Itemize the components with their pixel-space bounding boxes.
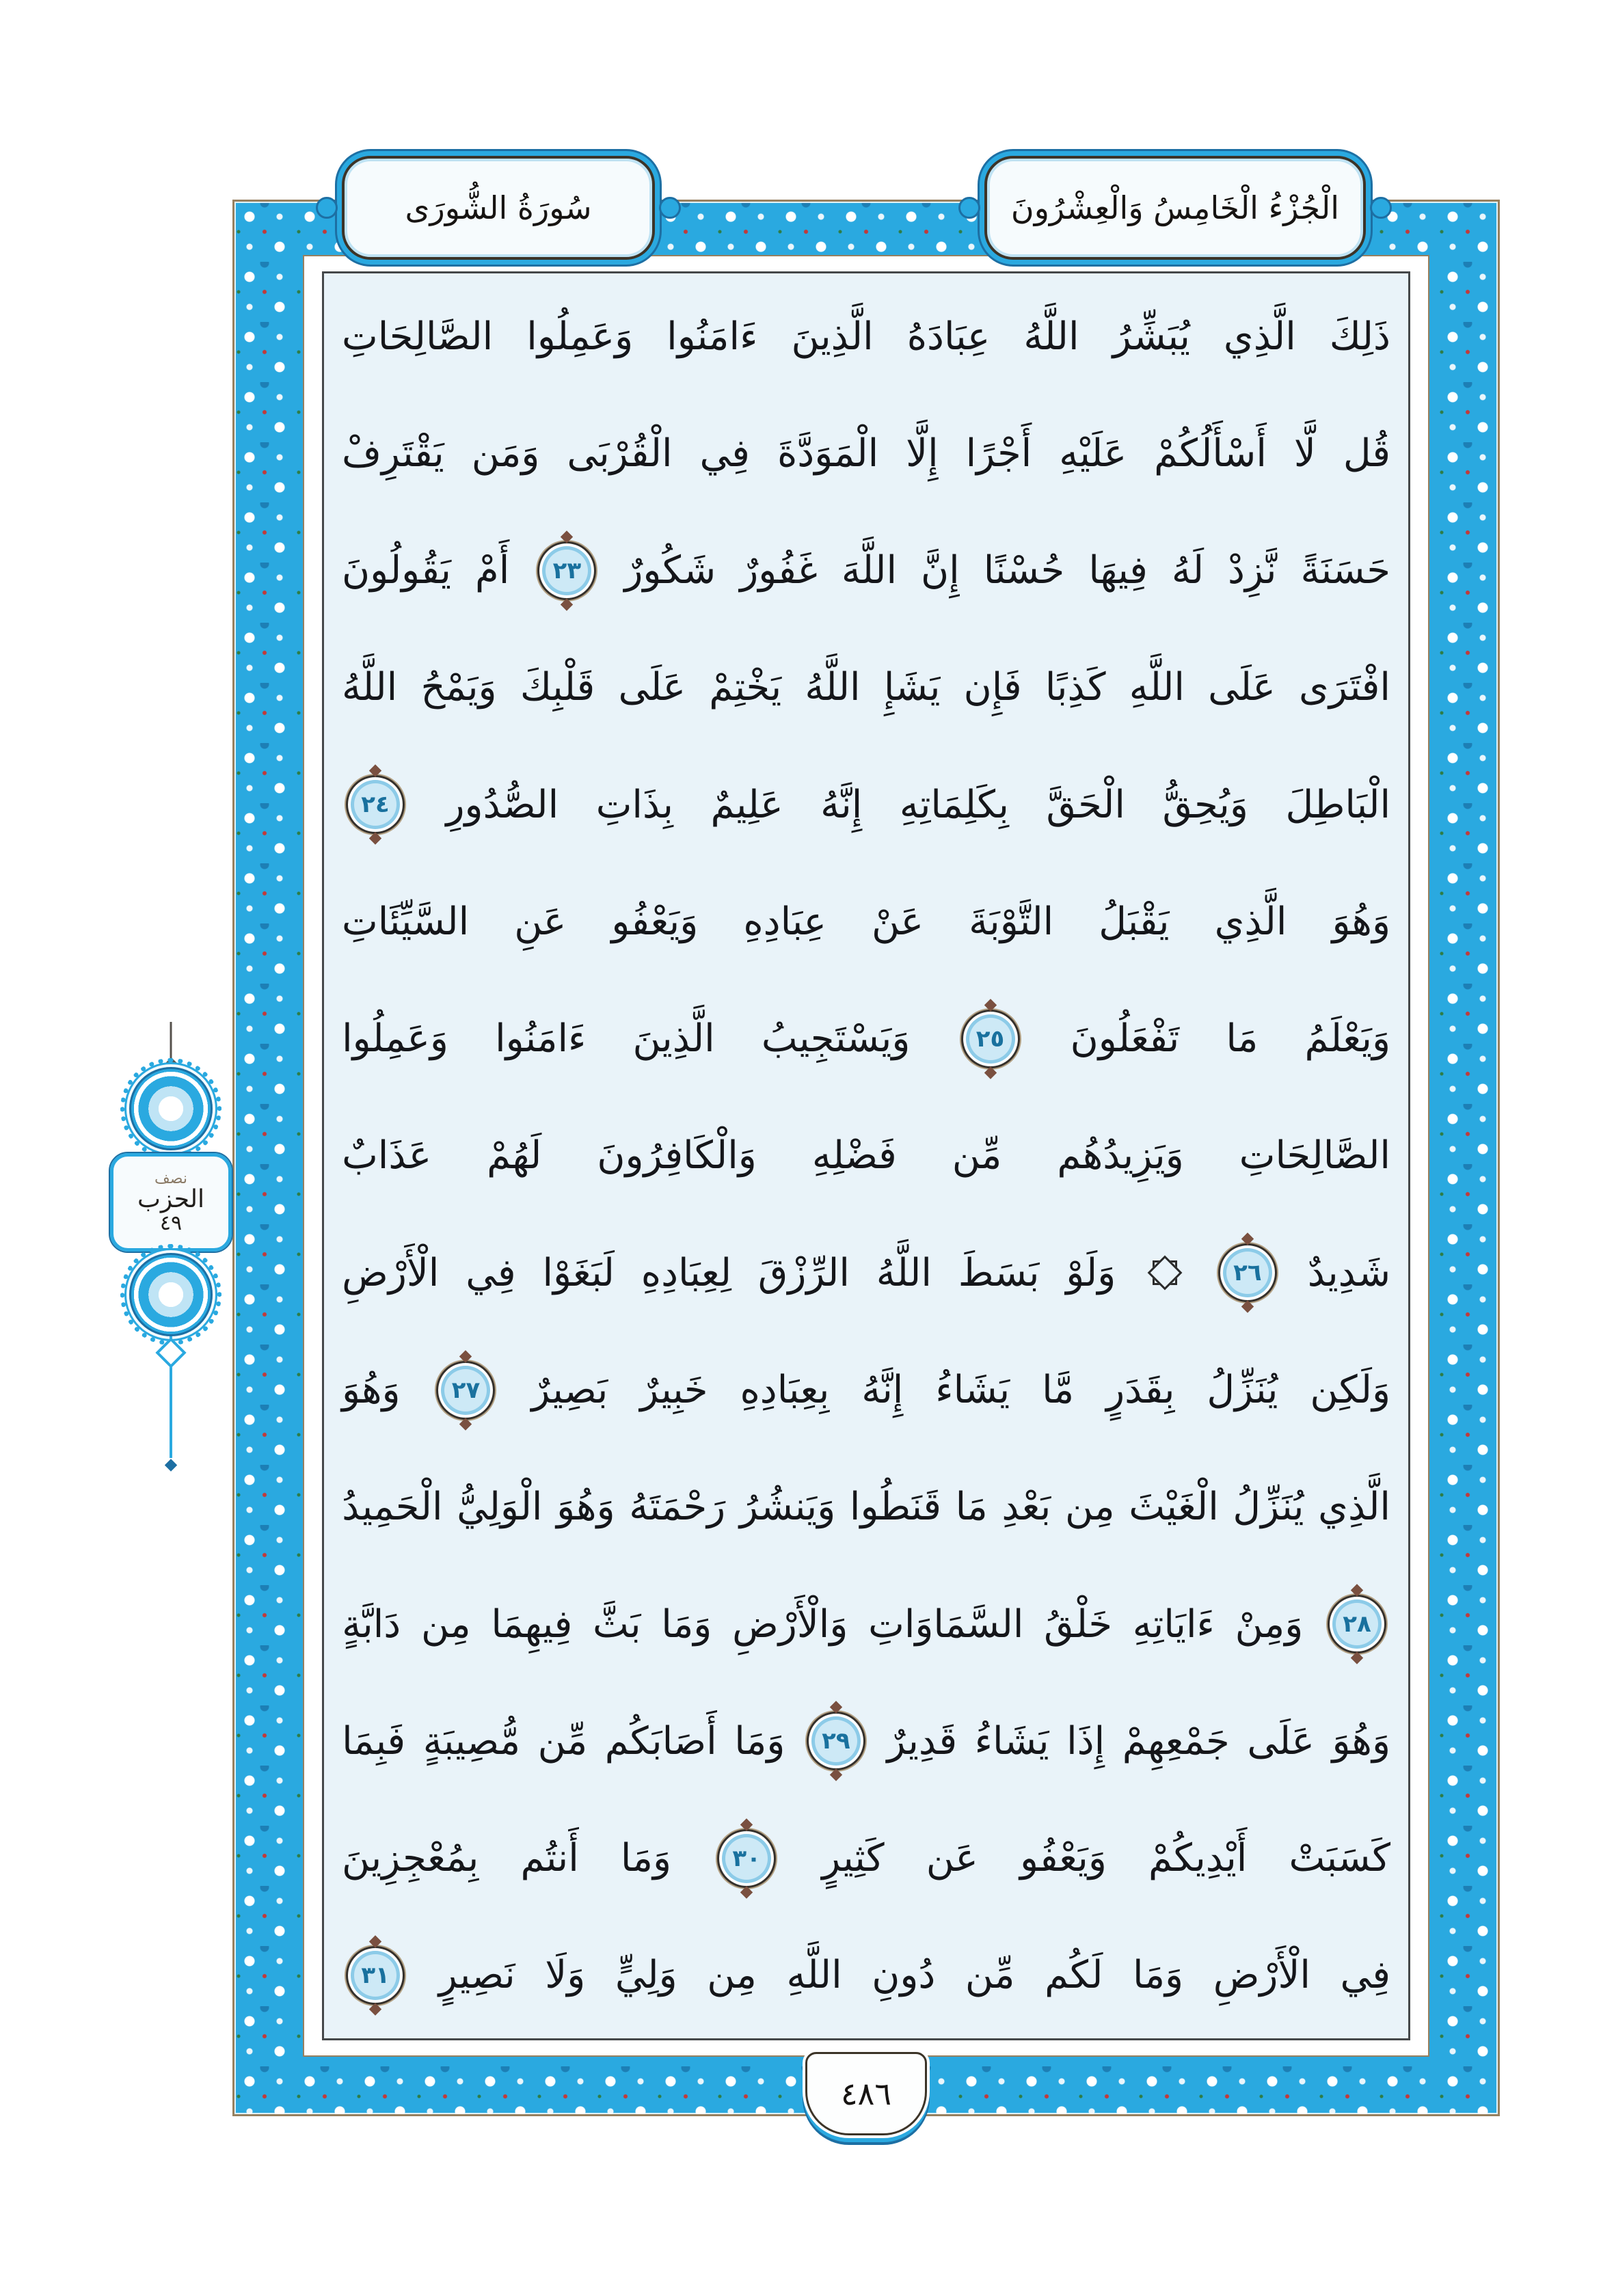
word: الْحَمِيدُ (342, 1485, 443, 1530)
word: شَدِيدٌ (1307, 1250, 1390, 1295)
word: وَمَا (620, 1836, 671, 1881)
word: كَذِبًا (1045, 665, 1106, 710)
quran-line (342, 1923, 1390, 2027)
word: أَسْأَلُكُمْ (1154, 431, 1267, 476)
word: بَسَطَ (958, 1250, 1040, 1295)
ayah-end-marker (1218, 1243, 1277, 1302)
word: ءَايَاتِهِ (1132, 1602, 1215, 1647)
word: كَثِيرٍ (822, 1836, 885, 1881)
word: خَبِيرٌ (640, 1368, 708, 1413)
word: بِكَلِمَاتِهِ (899, 782, 1009, 827)
ayah-end-marker (346, 1946, 405, 2005)
word: يُنَزِّلُ (1207, 1368, 1278, 1413)
word: الْأَرْضِ (342, 1250, 440, 1295)
quran-text-panel (322, 271, 1410, 2040)
word: عَلَى (1247, 1718, 1315, 1764)
word: وَهُوَ (556, 1485, 615, 1530)
quran-line (342, 519, 1390, 623)
word: الْمَوَدَّةَ (777, 431, 879, 476)
word: اللَّهُ (342, 665, 398, 710)
word: ءَامَنُوا (667, 314, 758, 359)
word: الَّذِي (1214, 899, 1287, 944)
word: الْبَاطِلَ (1285, 782, 1390, 827)
word: وَيَعْلَمُ (1304, 1016, 1390, 1062)
word: وَمَا (661, 1602, 712, 1647)
word: بَثَّ (592, 1602, 641, 1647)
word: اللَّهُ (805, 665, 861, 710)
word: مَا (955, 1485, 988, 1530)
word: يُبَشِّرُ (1112, 314, 1190, 359)
word: ءَامَنُوا (495, 1016, 587, 1062)
word: حُسْنًا (983, 548, 1065, 593)
word: وَيَعْفُو (611, 899, 699, 944)
hizb-fraction-label: نصف (154, 1170, 187, 1187)
quran-line (342, 1807, 1390, 1910)
word: يَشَإِ (883, 665, 941, 710)
hizb-label: الحزب (137, 1185, 204, 1213)
word: قَدِيرٌ (887, 1718, 958, 1764)
word: أَجْرًا (965, 431, 1032, 476)
ayah-number: ٢٧ (451, 1376, 481, 1404)
word: اللَّهُ (1023, 314, 1079, 359)
word: السَّيِّئَاتِ (342, 899, 470, 944)
word: اللَّهِ (1129, 665, 1185, 710)
word: الْقُرْبَى (567, 431, 673, 476)
word: الْأَرْضِ (1213, 1953, 1310, 1998)
word: الَّذِي (1318, 1485, 1390, 1530)
word: عَلَيْهِ (1059, 431, 1127, 476)
hizb-marker-rosette-icon (129, 1253, 213, 1336)
word: وَيَنشُرُ (739, 1485, 836, 1530)
word: وَهُوَ (1332, 1718, 1390, 1764)
surah-title: سُورَةُ الشُّورَى (405, 189, 592, 226)
ayah-number: ٢٤ (361, 791, 390, 819)
quran-line (342, 1338, 1390, 1442)
ayah-number: ٢٨ (1343, 1610, 1371, 1638)
word: مِّن (537, 1718, 588, 1764)
word: وَيُحِقُّ (1162, 782, 1248, 827)
word: فَإِن (963, 665, 1022, 710)
word: اللَّهِ (786, 1953, 842, 1998)
ayah-number: ٢٩ (822, 1727, 850, 1755)
word: مِّن (965, 1953, 1015, 1998)
word: لَهُ (1171, 548, 1205, 593)
word: مِن (707, 1953, 757, 1998)
word: عَلَى (1208, 665, 1276, 710)
word: لَكُم (1045, 1953, 1103, 1998)
word: عِبَادِهِ (743, 899, 826, 944)
word: وَلَوْ (1066, 1250, 1116, 1295)
word: الصَّالِحَاتِ (1239, 1133, 1390, 1178)
word: بِعِبَادِهِ (740, 1368, 830, 1413)
word: يَشَاءُ (935, 1368, 1010, 1413)
word: وَيَزِيدُهُم (1057, 1133, 1184, 1178)
word: دَابَّةٍ (342, 1602, 401, 1647)
word: إِذَا (1066, 1718, 1105, 1764)
word: فِي (1340, 1953, 1390, 1998)
word: اللَّهَ (841, 548, 898, 593)
word: مَا (1226, 1016, 1259, 1062)
juz-title-cartouche (984, 156, 1366, 260)
word: فِيهِمَا (491, 1602, 573, 1647)
hizb-number: ٤٩ (159, 1211, 183, 1235)
word: غَفُورٌ (740, 548, 818, 593)
hizb-marker-cartouche (110, 1153, 232, 1252)
ayah-end-marker (346, 775, 405, 834)
word: فِيهَا (1088, 548, 1148, 593)
word: وَالْأَرْضِ (732, 1602, 848, 1647)
quran-line (342, 284, 1390, 388)
rub-el-hizb-icon (1146, 1254, 1183, 1291)
surah-title-cartouche (342, 156, 655, 260)
ayah-end-marker (807, 1712, 865, 1770)
word: جَمْعِهِمْ (1122, 1718, 1230, 1764)
word: أَنتُم (520, 1836, 579, 1881)
word: يَقُولُونَ (342, 548, 452, 593)
word: بِذَاتِ (595, 782, 673, 827)
quran-line (342, 1572, 1390, 1676)
word: عَذَابٌ (342, 1133, 432, 1178)
word: فَضْلِهِ (811, 1133, 897, 1178)
word: تَفْعَلُونَ (1070, 1016, 1180, 1062)
quran-line (342, 1689, 1390, 1793)
word: إِنَّهُ (861, 1368, 904, 1413)
word: وَهُوَ (342, 1368, 401, 1413)
word: رَحْمَتَهُ (629, 1485, 726, 1530)
word: الرِّزْقَ (757, 1250, 850, 1295)
word: يَخْتِمْ (709, 665, 782, 710)
word: إِلَّا (906, 431, 939, 476)
word: لِعِبَادِهِ (641, 1250, 732, 1295)
word: إِنَّ (921, 548, 960, 593)
word: فِي (699, 431, 750, 476)
ayah-end-marker (1328, 1595, 1386, 1653)
ayah-end-marker (717, 1829, 776, 1888)
word: وَالْكَافِرُونَ (597, 1133, 757, 1178)
word: وَيَسْتَجِيبُ (761, 1016, 911, 1062)
word: مُّصِيبَةٍ (422, 1718, 521, 1764)
word: عَنِ (514, 899, 567, 944)
ayah-end-marker (436, 1361, 495, 1420)
word: نَصِيرٍ (438, 1953, 515, 1998)
word: وَلَكِن (1310, 1368, 1390, 1413)
word: وَمِنْ (1235, 1602, 1304, 1647)
word: يَقْبَلُ (1099, 899, 1170, 944)
word: أَصَابَكُم (604, 1718, 717, 1764)
word: وَيَمْحُ (420, 665, 497, 710)
word: الَّذِينَ (632, 1016, 715, 1062)
word: وَمَن (471, 431, 540, 476)
word: يَقْتَرِفْ (342, 431, 444, 476)
word: الصُّدُورِ (446, 782, 559, 827)
hizb-marker (103, 1022, 239, 1480)
word: أَمْ (475, 548, 510, 593)
word: شَكُورٌ (624, 548, 716, 593)
word: مِّن (952, 1133, 1002, 1178)
word: قَنَطُوا (849, 1485, 941, 1530)
ayah-end-marker (961, 1010, 1020, 1068)
word: وَعَمِلُوا (342, 1016, 448, 1062)
quran-line (342, 636, 1390, 740)
word: وَلَا (545, 1953, 586, 1998)
ayah-number: ٢٦ (1233, 1259, 1262, 1287)
word: وَمَا (1133, 1953, 1184, 1998)
word: الَّذِينَ (791, 314, 874, 359)
word: عِبَادَهُ (906, 314, 991, 359)
word: بَعْدِ (1001, 1485, 1051, 1530)
quran-line (342, 1221, 1390, 1325)
word: عَن (926, 1836, 978, 1881)
word: مَّا (1042, 1368, 1075, 1413)
quran-line (342, 869, 1390, 973)
word: لَّا (1293, 431, 1316, 476)
word: الْحَقَّ (1046, 782, 1125, 827)
word: لَبَغَوْا (542, 1250, 615, 1295)
word: كَسَبَتْ (1289, 1836, 1390, 1881)
quran-line (342, 987, 1390, 1091)
word: قُل (1343, 431, 1390, 476)
ayah-number: ٣٠ (732, 1844, 761, 1872)
word: قَلْبِكَ (520, 665, 595, 710)
word: الَّذِي (1223, 314, 1296, 359)
word: وَيَعْفُو (1019, 1836, 1107, 1881)
ayah-number: ٣١ (361, 1961, 390, 1989)
word: الصَّالِحَاتِ (342, 314, 494, 359)
word: لَهُمْ (487, 1133, 542, 1178)
page-number-cartouche (805, 2052, 927, 2135)
quran-line (342, 1455, 1390, 1559)
word: افْتَرَى (1299, 665, 1390, 710)
lines-list (342, 284, 1390, 2027)
word: بِقَدَرٍ (1106, 1368, 1175, 1413)
word: خَلْقُ (1044, 1602, 1113, 1647)
word: فِي (466, 1250, 516, 1295)
word: اللَّهُ (876, 1250, 932, 1295)
word: مِن (420, 1602, 471, 1647)
ornamental-border-frame (232, 200, 1500, 2116)
word: وَمَا (734, 1718, 785, 1764)
word: عَلَى (618, 665, 686, 710)
ayah-number: ٢٥ (976, 1025, 1005, 1053)
word: دُونِ (872, 1953, 936, 1998)
hizb-marker-spire-icon (170, 1022, 172, 1062)
word: مِن (1064, 1485, 1115, 1530)
hizb-marker-tip-icon (165, 1459, 177, 1471)
ayah-number: ٢٣ (552, 556, 582, 584)
juz-title: الْجُزْءُ الْخَامِسُ وَالْعِشْرُونَ (1010, 189, 1340, 226)
word: يُنَزِّلُ (1233, 1485, 1304, 1530)
word: بِمُعْجِزِينَ (342, 1836, 479, 1881)
quran-line (342, 401, 1390, 505)
word: إِنَّهُ (820, 782, 863, 827)
word: ذَلِكَ (1329, 314, 1390, 359)
word: التَّوْبَةَ (969, 899, 1054, 944)
word: عَنْ (872, 899, 924, 944)
word: السَّمَاوَاتِ (868, 1602, 1024, 1647)
word: فَبِمَا (342, 1718, 406, 1764)
word: أَيْدِيكُمْ (1148, 1836, 1248, 1881)
word: عَلِيمٌ (710, 782, 783, 827)
word: وَلِيٍّ (615, 1953, 677, 1998)
word: نَّزِدْ (1228, 548, 1277, 593)
ayah-end-marker (537, 541, 596, 600)
page-number: ٤٨٦ (840, 2075, 892, 2112)
hizb-marker-rosette-icon (129, 1067, 213, 1150)
word: يَشَاءُ (974, 1718, 1049, 1764)
word: الْغَيْثَ (1129, 1485, 1219, 1530)
word: وَهُوَ (1332, 899, 1390, 944)
word: الْوَلِيُّ (457, 1485, 543, 1530)
word: حَسَنَةً (1300, 548, 1390, 593)
word: وَعَمِلُوا (526, 314, 634, 359)
quran-line (342, 1104, 1390, 1208)
word: بَصِيرٌ (531, 1368, 608, 1413)
quran-line (342, 753, 1390, 856)
